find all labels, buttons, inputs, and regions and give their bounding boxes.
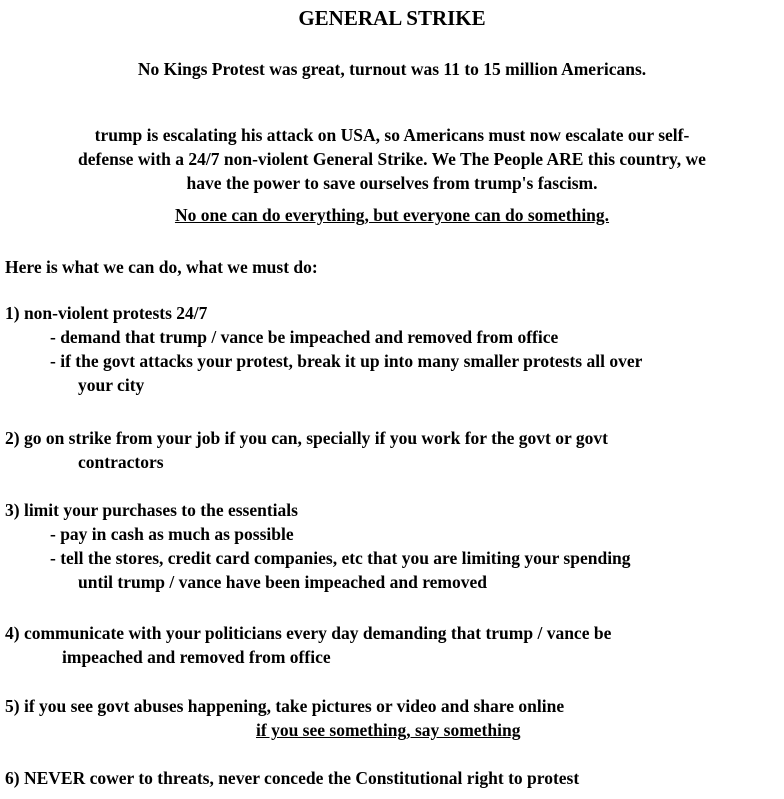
page-title: GENERAL STRIKE xyxy=(298,6,486,30)
motto xyxy=(0,203,784,227)
list-item-3-sub: - pay in cash as much as possible xyxy=(50,524,294,544)
list-item-3-sub: - tell the stores, credit card companies, etc that you are limiting your spending xyxy=(50,548,631,568)
list-item-1-sub-cont: your city xyxy=(78,375,145,395)
intro-paragraph-2 xyxy=(0,123,784,195)
list-item-1-sub: - demand that trump / vance be impeached and removed from office xyxy=(50,327,559,347)
intro-line: trump is escalating his attack on USA, so Americans must now escalate our self- xyxy=(94,125,690,145)
list-item-5: 5) if you see govt abuses happening, take pictures or video and share online xyxy=(5,696,565,716)
list-item-1-head: 1) non-violent protests 24/7 xyxy=(5,303,208,323)
list-item-3-sub-cont: until trump / vance have been impeached and removed xyxy=(78,572,487,592)
list-item-5-slogan: if you see something, say something xyxy=(256,720,521,740)
list-item-2-cont: contractors xyxy=(78,452,164,472)
list-item-1-sub: - if the govt attacks your protest, break it up into many smaller protests all over xyxy=(50,351,643,371)
list-item-3-head: 3) limit your purchases to the essentials xyxy=(5,500,298,520)
list-item-4-cont: impeached and removed from office xyxy=(62,647,331,667)
intro-paragraph-1: No Kings Protest was great, turnout was 11 to 15 million Americans. xyxy=(137,59,647,79)
list-item-4: 4) communicate with your politicians every day demanding that trump / vance be xyxy=(5,623,612,643)
intro-line: have the power to save ourselves from trump's fascism. xyxy=(186,173,598,193)
intro-line: defense with a 24/7 non-violent General Strike. We The People ARE this country, we xyxy=(78,149,706,169)
list-lead: Here is what we can do, what we must do: xyxy=(5,257,318,277)
motto-text: No one can do everything, but everyone can do something. xyxy=(174,205,610,225)
list-item-2: 2) go on strike from your job if you can, specially if you work for the govt or govt xyxy=(5,428,608,448)
list-item-6: 6) NEVER cower to threats, never concede the Constitutional right to protest xyxy=(5,768,580,788)
